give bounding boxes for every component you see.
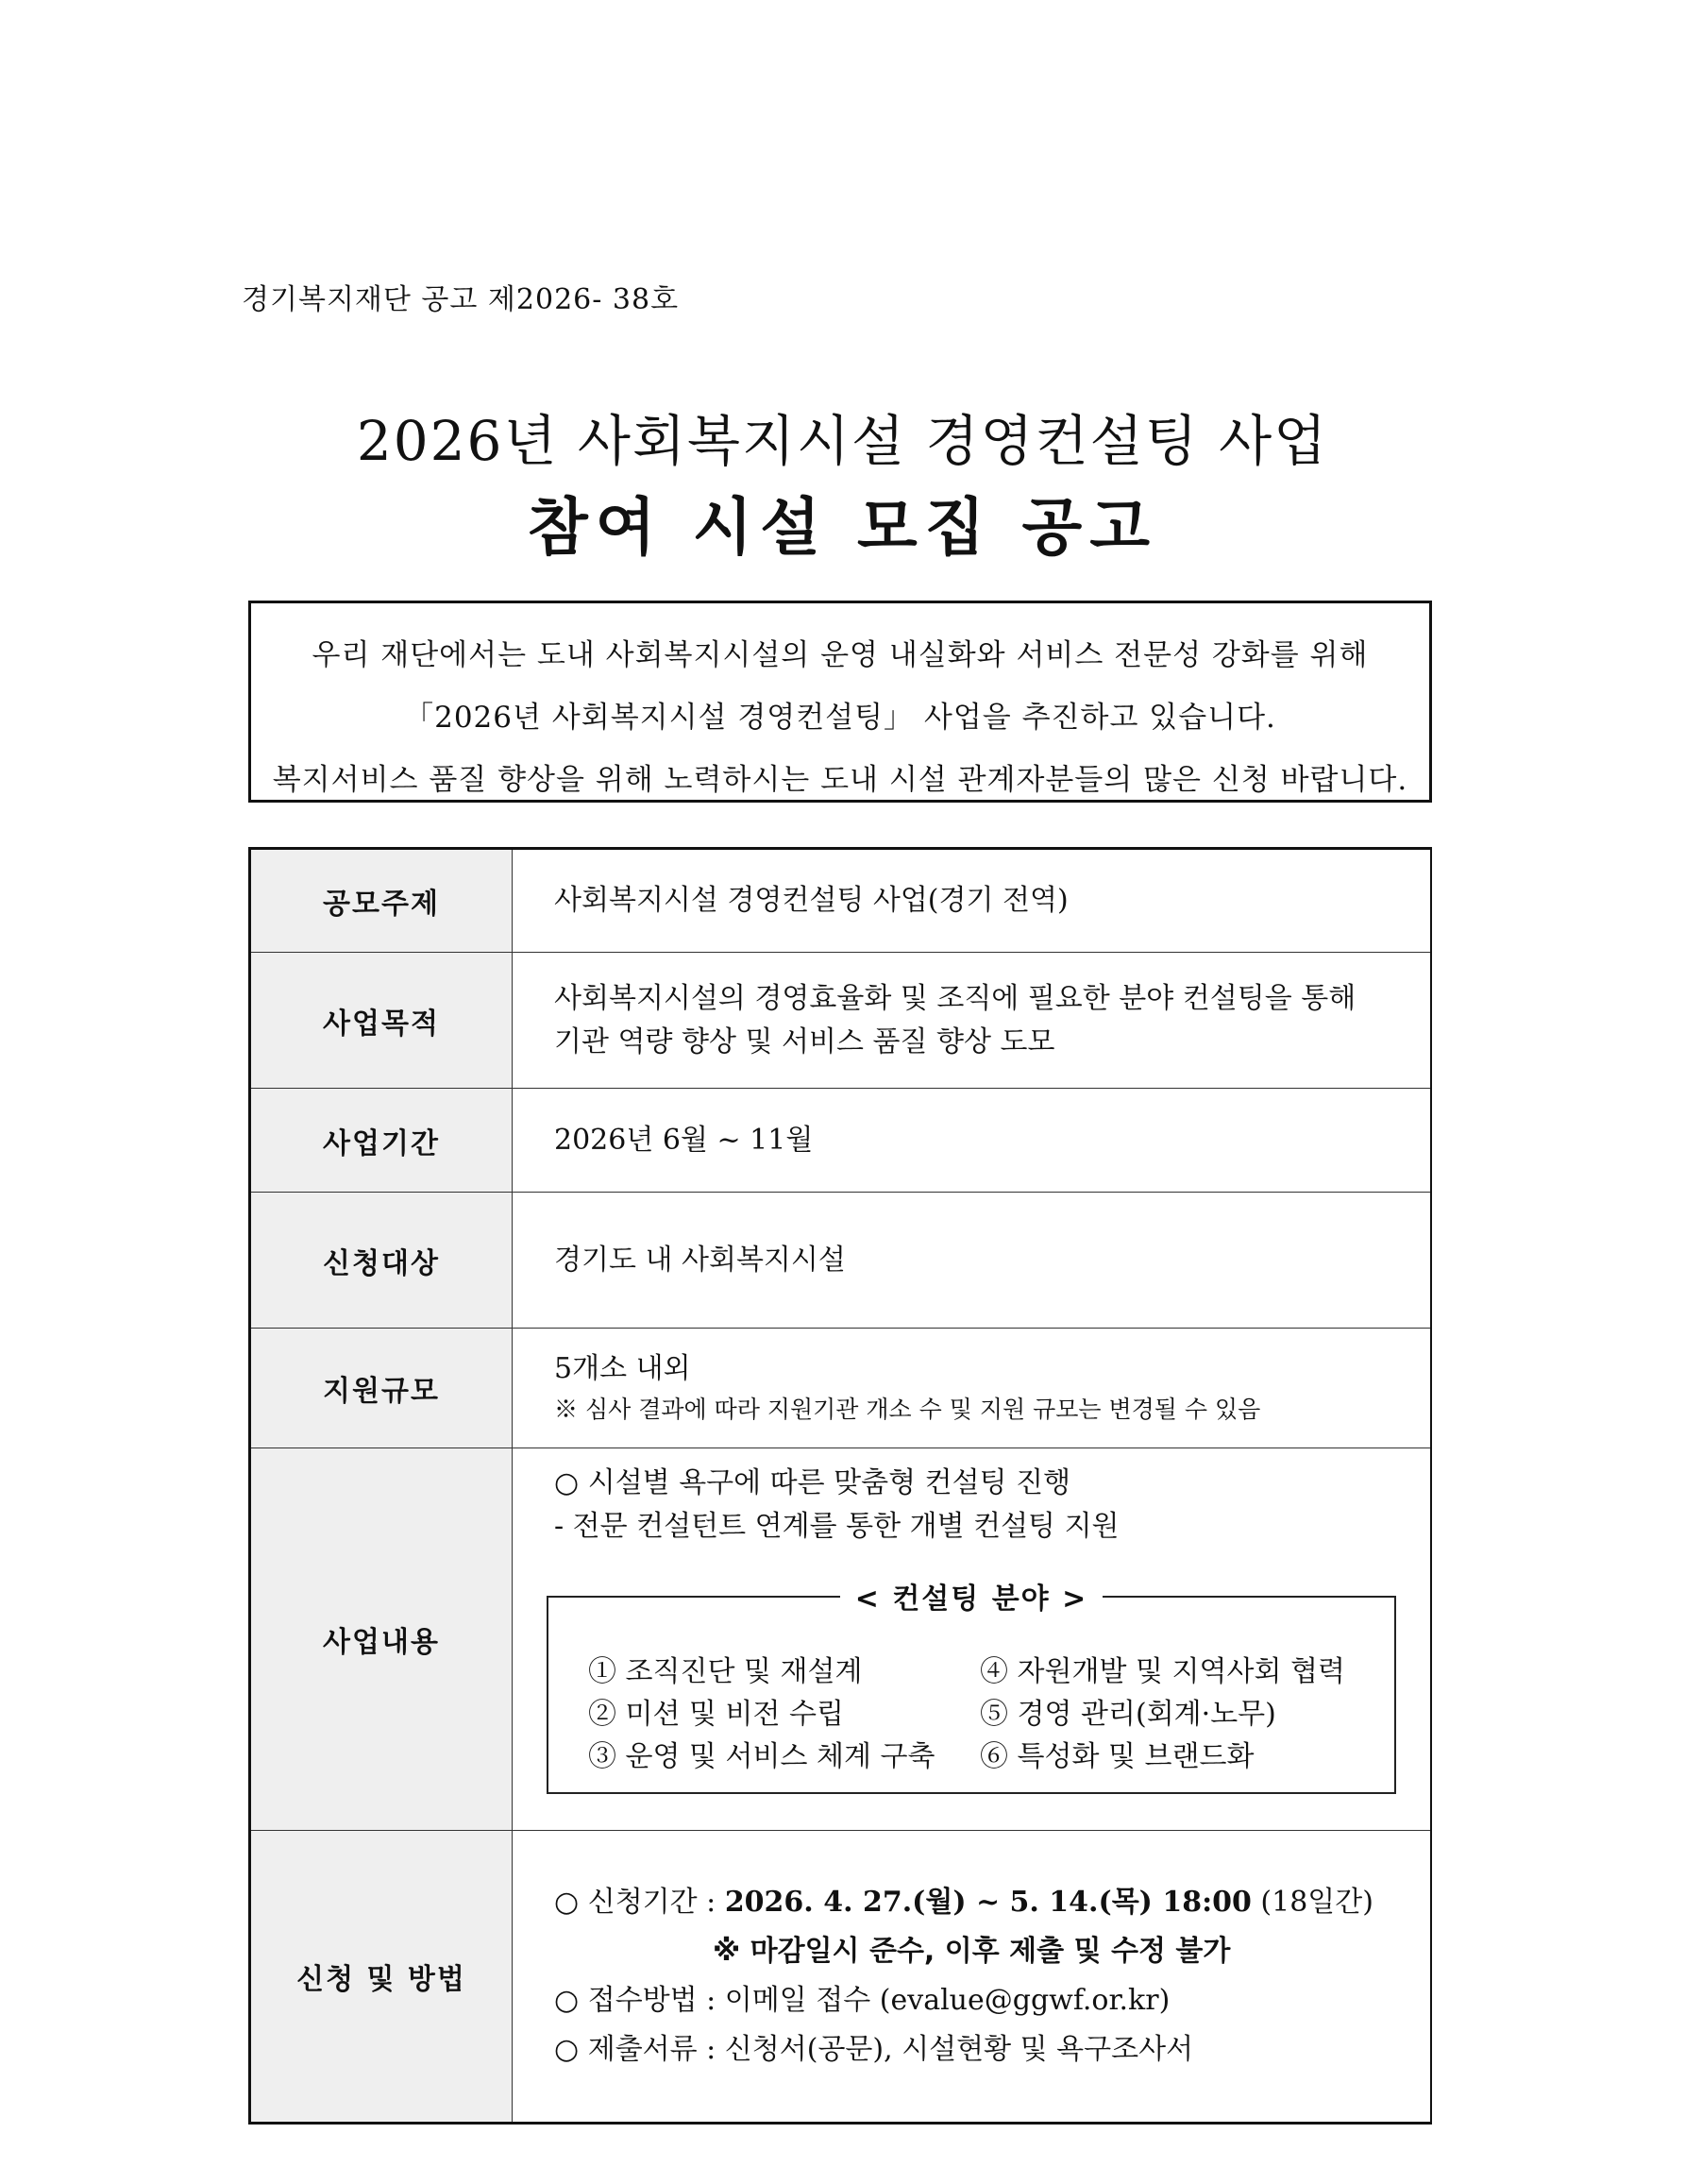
apply-method: ○ 접수방법 : 이메일 접수 (evalue@ggwf.or.kr) (554, 1984, 1171, 2017)
content-line: - 전문 컨설턴트 연계를 통한 개별 컨설팅 지원 (554, 1510, 1120, 1543)
row-label: 지원규모 (250, 1329, 513, 1448)
title-line-1: 2026년 사회복지시설 경영컨설팅 사업 (356, 409, 1329, 473)
purpose-line: 기관 역량 향상 및 서비스 품질 향상 도모 (554, 1024, 1055, 1058)
intro-line: 복지서비스 품질 향상을 위해 노력하시는 도내 시설 관계자분들의 많은 신청 바랍니다. (272, 763, 1408, 797)
row-value (513, 953, 1432, 1089)
table-row-target (250, 1193, 1432, 1329)
row-value (513, 1831, 1432, 2124)
table-row-apply (250, 1831, 1432, 2124)
table-row-scale (250, 1329, 1432, 1448)
row-label: 신청 및 방법 (250, 1831, 513, 2124)
scale-value: 5개소 내외 (554, 1352, 691, 1385)
consulting-fields-title: < 컨설팅 분야 > (548, 1575, 1394, 1617)
purpose-line: 사회복지시설의 경영효율화 및 조직에 필요한 분야 컨설팅을 통해 (554, 981, 1356, 1015)
row-label: 신청대상 (250, 1193, 513, 1329)
notice-number: 경기복지재단 공고 제2026- 38호 (242, 283, 680, 316)
consulting-field-item: ⑥ 특성화 및 브랜드화 (980, 1740, 1255, 1773)
consulting-field-item: ② 미션 및 비전 수립 (588, 1698, 845, 1731)
period-value: 2026년 6월 ~ 11월 (554, 1123, 814, 1157)
consulting-fields-grid (588, 1651, 1385, 1778)
table-row-purpose (250, 953, 1432, 1089)
title-line-2: 참여 시설 모집 공고 (528, 491, 1157, 564)
target-value: 경기도 내 사회복지시설 (554, 1243, 846, 1277)
row-label: 사업기간 (250, 1089, 513, 1193)
row-value (513, 849, 1432, 953)
table-row-theme (250, 849, 1432, 953)
theme-value: 사회복지시설 경영컨설팅 사업(경기 전역) (554, 884, 1069, 917)
consulting-fields-box (547, 1583, 1396, 1794)
consulting-field-item: ④ 자원개발 및 지역사회 협력 (980, 1655, 1345, 1688)
intro-line: 「2026년 사회복지시설 경영컨설팅」 사업을 추진하고 있습니다. (404, 701, 1276, 735)
row-value (513, 1193, 1432, 1329)
row-label: 사업목적 (250, 953, 513, 1089)
content-line: ○ 시설별 욕구에 따른 맞춤형 컨설팅 진행 (554, 1466, 1071, 1499)
apply-documents: ○ 제출서류 : 신청서(공문), 시설현황 및 욕구조사서 (554, 2033, 1194, 2066)
intro-box (248, 601, 1432, 803)
row-label: 사업내용 (250, 1448, 513, 1831)
info-table (248, 847, 1432, 2125)
row-label: 공모주제 (250, 849, 513, 953)
scale-note: ※ 심사 결과에 따라 지원기관 개소 수 및 지원 규모는 변경될 수 있음 (554, 1396, 1261, 1423)
deadline-note: ※ 마감일시 준수, 이후 제출 및 수정 불가 (713, 1935, 1231, 1968)
intro-line: 우리 재단에서는 도내 사회복지시설의 운영 내실화와 서비스 전문성 강화를 위해 (312, 638, 1369, 672)
apply-period: ○ 신청기간 : 2026. 4. 27.(월) ~ 5. 14.(목) 18:00 (18일간) (554, 1886, 1373, 1919)
consulting-field-item: ⑤ 경영 관리(회계·노무) (980, 1698, 1276, 1731)
table-row-period (250, 1089, 1432, 1193)
row-value (513, 1329, 1432, 1448)
row-value (513, 1448, 1432, 1831)
consulting-field-item: ① 조직진단 및 재설계 (588, 1655, 863, 1688)
row-value (513, 1089, 1432, 1193)
table-row-content (250, 1448, 1432, 1831)
consulting-field-item: ③ 운영 및 서비스 체계 구축 (588, 1740, 935, 1773)
